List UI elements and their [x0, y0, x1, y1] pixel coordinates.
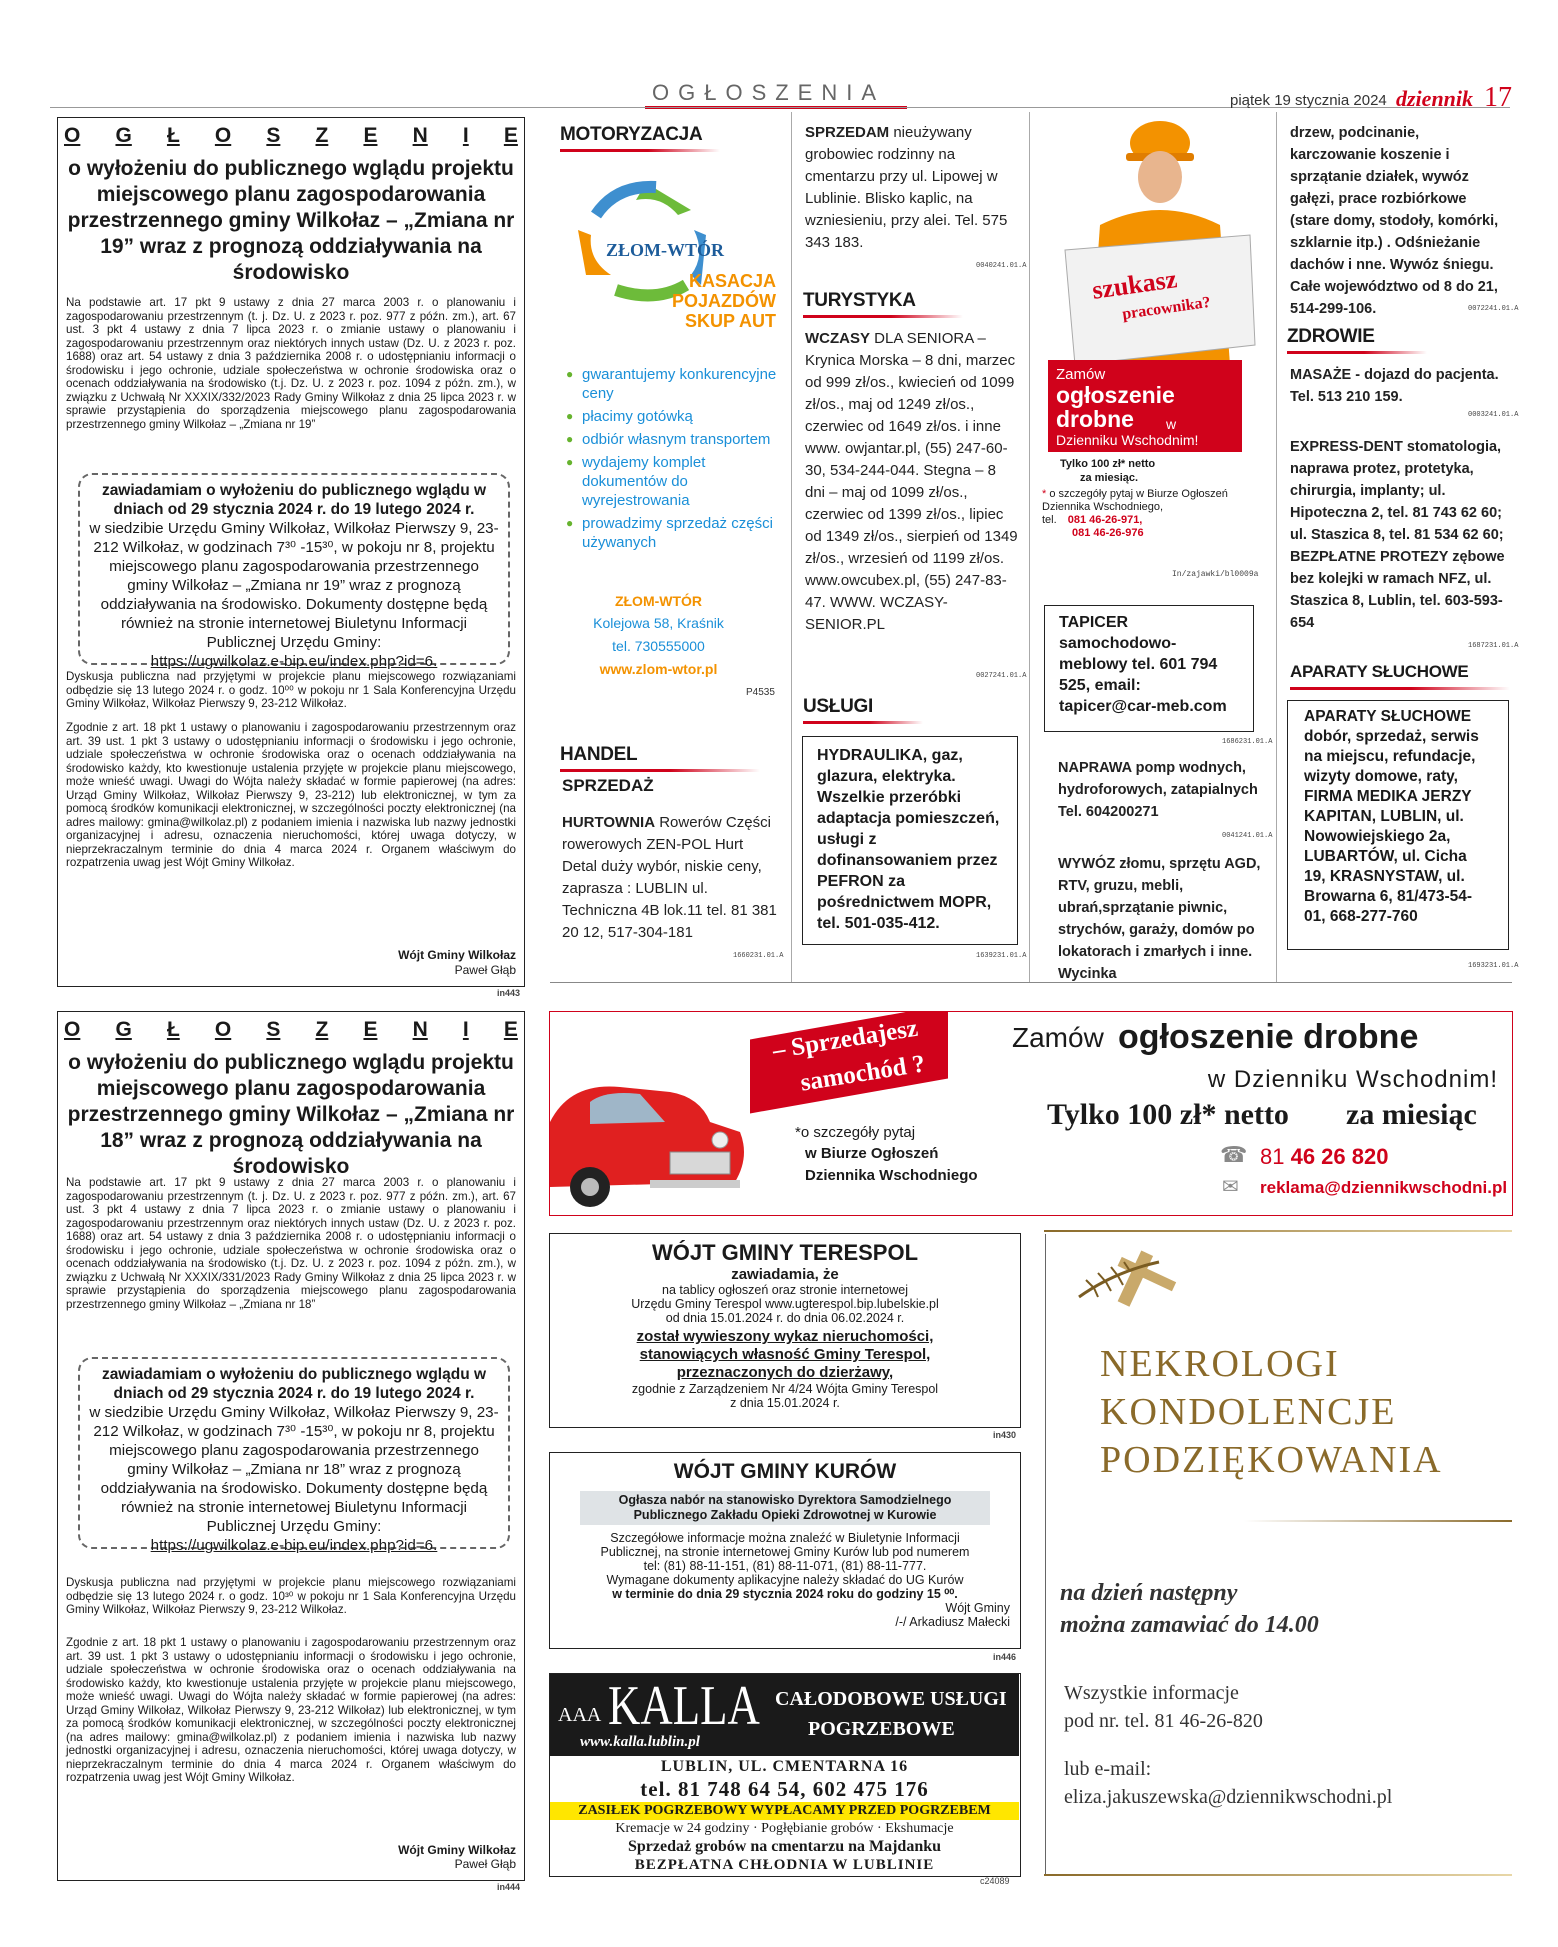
car-banner — [549, 1011, 1513, 1216]
kalla-zasilek: ZASIŁEK POGRZEBOWY WYPŁACAMY PRZED POGRZEBEM — [550, 1802, 1019, 1820]
deadline-line1: na dzień następny — [1060, 1580, 1238, 1606]
pytaj-line3: Dziennika Wschodniego — [805, 1167, 978, 1184]
kasacja-text: KASACJA — [688, 271, 776, 291]
classified-express-dent: EXPRESS-DENT stomatologia, naprawa protez, protetyka, chirurgia, implanty; ul. Hipoteczna 2, tel. 81 743 62 60; ul. Staszica 8, tel. 81 534 62 60; BEZPŁATNE PROTEZY zębowe bez kolejki w ramach NFZ, ul. Staszica 8, Lublin, tel. 603-593-654 — [1290, 439, 1505, 631]
page-header — [0, 0, 1558, 113]
zamow-label: Zamów — [1056, 366, 1106, 383]
zlom-wtor-ad — [556, 165, 781, 710]
announcement-zmiana-19 — [57, 117, 525, 987]
classified-wywoz: WYWÓZ złomu, sprzętu AGD, RTV, gruzu, mebli, ubrań,sprzątanie piwnic, strychów, garaży, domów po lokatorach i zmarłych i inne. Wycinka — [1058, 856, 1261, 982]
pracownika-text: pracownika? — [1121, 293, 1212, 324]
list-item: ● płacimy gotówką — [566, 407, 781, 426]
banner-phone: 81 46 26 820 — [1260, 1144, 1389, 1169]
notice-text: w siedzibie Urzędu Gminy Wilkołaz, Wilkołaz Pierwszy 9, 23-212 Wilkołaz, w godzinach 7³⁰ -15³⁰, w pokoju nr 8, projektu miejscowego planu zagospodarowania przestrzennego gminy Wilkołaz – „Zmiana nr 19” wraz z prognozą oddziaływania na środowisko. Dokumenty dostępne będą również na stronie internetowej Biuletynu Informacji Publicznej Urzędu Gminy: — [89, 520, 499, 651]
list-item: ● wydajemy komplet dokumentów do wyrejestrowania — [566, 453, 781, 510]
list-item: ● gwarantujemy konkurencyjne ceny — [566, 365, 781, 403]
section-zdrowie: ZDROWIE — [1287, 326, 1427, 348]
kurow-recruitment-banner: Ogłasza nabór na stanowisko Dyrektora Samodzielnego Publicznego Zakładu Opieki Zdrowotnej w Kurowie — [580, 1491, 990, 1525]
row-rule — [550, 982, 1512, 983]
wdzienniku-text: w Dzienniku Wschodnim! — [1207, 1066, 1498, 1093]
signature-title: Wójt Gminy Wilkołaz — [398, 948, 516, 962]
zamow-promo-box — [1048, 360, 1242, 452]
ad-code: 0003241.01.A — [1468, 411, 1519, 419]
bip-link[interactable]: https://ugwilkolaz.e-bip.eu/index.php?id=6. — [150, 1537, 438, 1554]
ad-code: 0041241.01.A — [1222, 832, 1273, 840]
ad-code: 0040241.01.A — [976, 262, 1027, 270]
terespol-zawiadamia: zawiadamia, że — [731, 1266, 839, 1283]
kalla-sprzedaz: Sprzedaż grobów na cmentarzu na Majdanku — [627, 1838, 942, 1855]
announcement-notice-box — [78, 1357, 510, 1554]
announcement-title: o wyłożeniu do publicznego wglądu projektu miejscowego planu zagospodarowania przestrzennego gminy Wilkołaz – „Zmiana nr 18” wraz z prognozą oddziaływania na środowisko — [67, 1051, 515, 1178]
terespol-notice: WÓJT GMINY TERESPOL zawiadamia, że na tablicy ogłoszeń oraz stronie internetowej Urzędu Gminy Terespol www.ugterespol.bip.lubelskie.pl od dnia 15.01.2024 r. do dnia 06.02.2024 r. został wywieszony wykaz nieruchomości, stanowiących własność Gminy Terespol, przeznaczonych do dzierżawy, zgodnie z Zarządzeniem Nr 4/24 Wójta Gminy Terespol z dnia 15.01.2024 r. — [549, 1233, 1021, 1428]
kalla-service: CAŁODOBOWE USŁUGI — [775, 1688, 1007, 1710]
page-number: 17 — [1484, 82, 1512, 113]
ad-ref: In/zajawki/bl0009a — [1172, 570, 1259, 579]
kurow-notice: WÓJT GMINY KURÓW Ogłasza nabór na stanowisko Dyrektora Samodzielnego Publicznego Zakładu Opieki Zdrowotnej w Kurowie Szczegółowe informacje można znaleźć w Biuletynie Informacji Publicznej, na stronie internetowej Gminy Kurów lub pod numerem tel: (81) 88-11-151, (81) 88-11-071, (81) 88-11-777. Wymagane dokumenty aplikacyjne należy składać do UG Kurów w terminie do dnia 29 stycznia 2024 roku do godziny 15 ⁰⁰. Wójt Gminy /-/ Arkadiusz Małecki — [549, 1452, 1021, 1649]
ad-code: 0072241.01.A — [1468, 305, 1519, 313]
announcement-heading: O G Ł O S Z E N I E — [64, 1018, 518, 1041]
bip-link[interactable]: https://ugwilkolaz.e-bip.eu/index.php?id=6. — [150, 653, 438, 670]
ad-code: 1686231.01.A — [1222, 738, 1273, 746]
mail-icon: ✉ — [1222, 1176, 1239, 1198]
subsection-sprzedaz: SPRZEDAŻ — [562, 776, 654, 795]
classified-hydraulika: HYDRAULIKA, gaz, glazura, elektryka. Wszelkie przeróbki adaptacja pomieszczeń, usługi z dofinansowaniem przez PEFRON za pośrednictwem MOPR, tel. 501-035-412. — [802, 736, 1018, 945]
list-item: ● odbiór własnym transportem — [566, 430, 781, 449]
classified-masaze: MASAŻE - dojazd do pacjenta. Tel. 513 210 159. — [1290, 367, 1499, 405]
tylko-text: Tylko 100 zł* netto — [1047, 1098, 1289, 1131]
signature-name: Paweł Głąb — [454, 963, 516, 977]
classified-wycinka-cont: drzew, podcinanie, karczowanie koszenie i sprzątanie działek, wywóz gałęzi, prace rozbiórkowe (stare domy, stodoły, komórki, szklarnie itp.) . Odśnieżanie dachów i nne. Wywóz śniegu. Całe województwo od 8 do 21, 514-299-106. — [1290, 125, 1499, 317]
remarks-text: Zgodnie z art. 18 pkt 1 ustawy o planowaniu i zagospodarowaniu przestrzennym oraz art. 39 ust. 1 pkt 3 ustawy o udostępnianiu informacji o środowisku i jego ochronie, udziale społeczeństwa w ochronie środowiska oraz o ocenach oddziaływania na środowisko każdy, kto kwestionuje ustalenia przyjęte w projekcie planu miejscowego, może wnieść uwagi. Uwagi do Wójta należy składać w formie papierowej (na adres: Urząd Gminy Wilkołaz, Wilkołaz Pierwszy 9, 23-212 Wilkołaz) lub elektronicznej, w tym za pomocą środków komunikacji elektronicznej, w szczególności poczty elektronicznej (na adres mailowy: gmina@wilkolaz.pl) z podaniem imienia i nazwiska lub nazwy jednostki organizacyjnej i adresu, oznaczenia nieruchomości, której uwaga dotyczy, w nieprzekraczalnym terminie do dnia 4 marca 2024 r. Organem właściwym do rozpatrzenia uwag jest Wójt Gminy Wilkołaz. — [66, 1636, 516, 1784]
kalla-logo: KALLA — [608, 1675, 760, 1737]
kurow-title: WÓJT GMINY KURÓW — [673, 1460, 897, 1483]
section-turystyka: TURYSTYKA — [803, 290, 963, 312]
sprzedajesz-text: – Sprzedajesz — [770, 1014, 920, 1065]
zlom-address: Kolejowa 58, Kraśnik — [593, 615, 724, 631]
service-list — [566, 365, 781, 552]
ad-code: 0027241.01.A — [976, 672, 1027, 680]
nekrologi-panel — [1044, 1230, 1512, 1878]
discussion-text: Dyskusja publiczna nad przyjętymi w projekcie planu miejscowego rozwiązaniami odbędzie się 13 lutego 2024 r. o godz. 10⁰⁰ w pokoju nr 1 Sala Konferencyjna Urzędu Gminy Wilkołaz, Wilkołaz Pierwszy 9, 23-212 Wilkołaz. — [66, 670, 516, 710]
info-line3: lub e-mail: — [1064, 1758, 1152, 1780]
ad-code: c24089 — [980, 1876, 1010, 1886]
phone-icon: ☎ — [1220, 1142, 1248, 1167]
classified-wczasy: WCZASY DLA SENIORA – Krynica Morska – 8 dni, marzec od 999 zł/os., kwiecień od 1099 zł/os., maj od 1249 zł/os., czerwiec od 1649 zł/os. i inne www. owjantar.pl, (55) 247-60-30, 534-244-044. Stegna – 8 dni – maj od 1099 zł/os., czerwiec od 1399 zł/os., lipiec od 1349 zł/os., sierpień od 1349 zł/os., wrzesień od 1199 zł/os. www.owcubex.pl, (55) 247-83-47. WWW. WCZASY-SENIOR.PL — [805, 330, 1018, 633]
ad-code: in443 — [497, 988, 521, 998]
ad-code: 1660231.01.A — [733, 952, 784, 960]
deadline-line2: można zamawiać do 14.00 — [1060, 1612, 1319, 1638]
worker-illustration — [1060, 115, 1260, 365]
skup-text: SKUP AUT — [684, 311, 776, 331]
gold-rule-top — [1044, 1230, 1512, 1232]
classified-naprawa: NAPRAWA pomp wodnych, hydroforowych, zatapialnych Tel. 604200271 — [1058, 760, 1258, 820]
remarks-text: Zgodnie z art. 18 pkt 1 ustawy o planowaniu i zagospodarowaniu przestrzennym oraz art. 39 ust. 1 pkt 3 ustawy o udostępnianiu informacji o środowisku i jego ochronie, udziale społeczeństwa w ochronie środowiska oraz o ocenach oddziaływania na środowisko każdy, kto kwestionuje ustalenia przyjęte w projekcie planu miejscowego, może wnieść uwagi. Uwagi do Wójta należy składać w formie papierowej (na adres: Urząd Gminy Wilkołaz, Wilkołaz Pierwszy 9, 23-212) lub elektronicznej, w tym za pomocą środków komunikacji elektronicznej, w szczególności poczty elektronicznej (na adres mailowy: gmina@wilkolaz.pl) z podaniem imienia i nazwiska lub nazwy jednostki organizacyjnej i adresu, oznaczenia nieruchomości, której uwaga dotyczy, w nieprzekraczalnym terminie do dnia 4 marca 2024 r. Organem właściwym do rozpatrzenia uwag jest Wójt Gminy Wilkołaz. — [66, 721, 516, 869]
classified-tapicer: TAPICER samochodowo-meblowy tel. 601 794 525, email: tapicer@car-meb.com — [1044, 605, 1254, 732]
ogloszenie-label: ogłoszenie — [1056, 382, 1175, 408]
promo-price: Tylko 100 zł* netto za miesiąc. — [1060, 458, 1156, 484]
column-rule — [791, 112, 792, 982]
ad-code: in430 — [993, 1430, 1017, 1440]
info-line1: Wszystkie informacje — [1064, 1682, 1239, 1704]
paper-logo: dziennik — [1396, 86, 1474, 111]
column-rule — [1276, 112, 1277, 982]
kalla-address: LUBLIN, UL. CMENTARNA 16 — [660, 1758, 909, 1775]
classified-grobowiec: SPRZEDAM nieużywany grobowiec rodzinny na cmentarzu przy ul. Lipowej w Lublinie. Blisko kaplic, na wzniesieniu, przy alei. Tel. 575 343 183. — [805, 124, 1008, 251]
ad-code: P4535 — [746, 687, 775, 698]
banner-email[interactable]: reklama@dziennikwschodni.pl — [1260, 1178, 1508, 1197]
announcement-body: Na podstawie art. 17 pkt 9 ustawy z dnia 27 marca 2003 r. o planowaniu i zagospodarowaniu przestrzennym (t. j. Dz. U. z 2023 r. poz. 977 z późn. zm.), art. 67 ust. 3 pkt 4 ustawy z dnia 7 lipca 2023 r. o zmianie ustawy o planowaniu i zagospodarowaniu przestrzennym oraz niektórych innych ustaw (Dz. U. z 2023 r. poz. 1688) oraz art. 54 ustawy z dnia 3 października 2008 r. o udostępnianiu informacji o środowisku i jego ochronie, udziale społeczeństwa w ochronie środowiska oraz o ocenach oddziaływania na środowisko (t.j. Dz. U. z 2023 r. poz. 1094 z późn. zm.), w związku z Uchwałą Nr XXXIX/331/2023 Rady Gminy Wilkołaz z dnia 25 lipca 2023 r. w sprawie przystąpienia do sporządzenia miejscowego planu zagospodarowania przestrzennego gminy Wilkołaz – „Zmiana nr 18” — [66, 1176, 516, 1311]
ad-code: 1687231.01.A — [1468, 642, 1519, 650]
gold-rule-bottom — [1044, 1874, 1512, 1876]
classified-hurtownia: HURTOWNIA Rowerów Części rowerowych ZEN-POL Hurt Detal duży wybór, niskie ceny, zapraszа : LUBLIN ul. Techniczna 4B lok.11 tel. 81 381 20 12, 517-304-181 — [562, 814, 777, 941]
kalla-chlodnia: BEZPŁATNA CHŁODNIA W LUBLINIE — [634, 1857, 935, 1873]
kalla-service2: POGRZEBOWE — [808, 1718, 955, 1740]
nekrologi-line2: KONDOLENCJE — [1100, 1391, 1397, 1433]
nekrologi-line1: NEKROLOGI — [1100, 1343, 1340, 1385]
pojazdow-text: POJAZDÓW — [671, 291, 776, 311]
issue-date: piątek 19 stycznia 2024 — [1230, 92, 1387, 109]
notice-text: w siedzibie Urzędu Gminy Wilkołaz, Wilkołaz Pierwszy 9, 23-212 Wilkołaz, w godzinach 7³⁰ -15³⁰, w pokoju nr 8, projektu miejscowego planu zagospodarowania przestrzennego gminy Wilkołaz – „Zmiana nr 18” wraz z prognozą oddziaływania na środowisko. Dokumenty dostępne będą również na stronie internetowej Biuletynu Informacji Publicznej Urzędu Gminy: — [89, 1404, 499, 1535]
kalla-kremacje: Kremacje w 24 godziny · Pogłębianie grobów · Ekshumacje — [615, 1821, 954, 1836]
drobne-label: drobne — [1056, 406, 1134, 432]
announcement-notice-box — [78, 473, 510, 670]
zlom-phone: tel. 730555000 — [612, 638, 705, 654]
kalla-website[interactable]: www.kalla.lublin.pl — [580, 1734, 700, 1750]
info-line2: pod nr. tel. 81 46-26-820 — [1064, 1710, 1263, 1732]
ad-code: in444 — [497, 1882, 521, 1892]
announcement-heading: O G Ł O S Z E N I E — [64, 124, 518, 147]
kalla-header — [550, 1674, 1019, 1756]
notice-dates: zawiadamiam o wyłożeniu do publicznego wglądu w dniach od 29 stycznia 2024 r. do 19 lutego 2024 r. — [101, 1366, 487, 1402]
discussion-text: Dyskusja publiczna nad przyjętymi w projekcie planu miejscowego rozwiązaniami odbędzie się 13 lutego 2024 r. o godz. 10³⁰ w pokoju nr 1 Sala Konferencyjna Urzędu Gminy Wilkołaz, Wilkołaz Pierwszy 9, 23-212 Wilkołaz. — [66, 1576, 516, 1616]
section-title: OGŁOSZENIA — [652, 80, 886, 105]
classified-aparaty-box: APARATY SŁUCHOWE dobór, sprzedaż, serwis na miejscu, refundacje, wizyty domowe, raty, FIRMA MEDIKA JERZY KAPITAN, LUBLIN, ul. Nowowiejskiego 2a, LUBARTÓW, ul. Cicha 19, KRASNYSTAW, ul. Browarna 6, 81/473-54-01, 668-277-760 — [1287, 700, 1509, 950]
column-rule — [1029, 112, 1030, 982]
list-item: ● prowadzimy sprzedaż części używanych — [566, 514, 781, 552]
signature-name: Paweł Głąb — [454, 1857, 516, 1871]
zlom-logo-text: ZŁOM-WTÓR — [606, 240, 725, 260]
kalla-ad — [549, 1673, 1021, 1877]
nekrologi-line3: PODZIĘKOWANIA — [1100, 1439, 1443, 1481]
ad-code: in446 — [993, 1652, 1017, 1662]
section-uslugi: USŁUGI — [803, 696, 923, 718]
signature-title: Wójt Gminy Wilkołaz — [398, 1843, 516, 1857]
ad-code: 1639231.01.A — [976, 952, 1027, 960]
cross-with-branch-icon — [1074, 1242, 1194, 1312]
ad-code: 1693231.01.A — [1468, 962, 1519, 970]
section-aparaty: APARATY SŁUCHOWE — [1290, 662, 1510, 682]
announcement-zmiana-18 — [57, 1011, 525, 1881]
kalla-phone: tel. 81 748 64 54, 602 475 176 — [640, 1777, 929, 1801]
za-miesiac-text: za miesiąc — [1346, 1098, 1477, 1131]
samochod-text: samochód ? — [798, 1050, 927, 1097]
w-label: w — [1166, 416, 1177, 432]
zlom-name: ZŁOM-WTÓR — [614, 593, 703, 609]
pytaj-line2: w Biurze Ogłoszeń — [805, 1145, 939, 1162]
announcement-body: Na podstawie art. 17 pkt 9 ustawy z dnia 27 marca 2003 r. o planowaniu i zagospodarowaniu przestrzennym (t. j. Dz. U. z 2023 r. poz. 977 z późn. zm.), art. 67 ust. 3 pkt 4 ustawy z dnia 7 lipca 2023 r. o zmianie ustawy o planowaniu i zagospodarowaniu przestrzennym oraz niektórych innych ustaw (Dz. U. z 2023 r. poz. 1688) oraz art. 54 ustawy z dnia 3 października 2008 r. o udostępnianiu informacji o środowisku i jego ochronie, udziale społeczeństwa w ochronie środowiska oraz o ocenach oddziaływania na środowisko (t.j. Dz. U. z 2023 r. poz. 1094 z późn. zm.), w związku z Uchwałą Nr XXXIX/332/2023 Rady Gminy Wilkołaz z dnia 25 lipca 2023 r. w sprawie przystąpienia do sporządzenia miejscowego planu zagospodarowania przestrzennego gminy Wilkołaz – „Zmiana nr 19” — [66, 296, 516, 431]
szukasz-text: szukasz — [1090, 264, 1179, 305]
section-motoryzacja: MOTORYZACJA — [560, 124, 720, 146]
promo-contact: * o szczegóły pytaj w Biurze Ogłoszeń Dziennika Wschodniego, tel. 081 46-26-971, 081 46-26-976 — [1042, 488, 1228, 539]
announcement-title: o wyłożeniu do publicznego wglądu projektu miejscowego planu zagospodarowania przestrzennego gminy Wilkołaz – „Zmiana nr 19” wraz z prognozą oddziaływania na środowisko — [67, 157, 515, 284]
gold-rule-mid — [1244, 1520, 1512, 1522]
dziennik-label: Dzienniku Wschodnim! — [1056, 432, 1199, 448]
ogloszenie-drobne-text: ogłoszenie drobne — [1118, 1018, 1419, 1056]
kalla-aaa: AAA — [558, 1704, 602, 1726]
info-email[interactable]: eliza.jakuszewska@dziennikwschodni.pl — [1064, 1786, 1393, 1808]
terespol-title: WÓJT GMINY TERESPOL — [651, 1240, 919, 1265]
zlom-website[interactable]: www.zlom-wtor.pl — [599, 661, 718, 677]
notice-dates: zawiadamiam o wyłożeniu do publicznego wglądu w dniach od 29 stycznia 2024 r. do 19 lutego 2024 r. — [101, 482, 487, 518]
red-car-illustration — [550, 1062, 750, 1212]
zamow-text: Zamów — [1012, 1022, 1104, 1053]
pytaj-line1: *o szczegóły pytaj — [795, 1124, 916, 1141]
section-handel: HANDEL — [560, 744, 760, 766]
